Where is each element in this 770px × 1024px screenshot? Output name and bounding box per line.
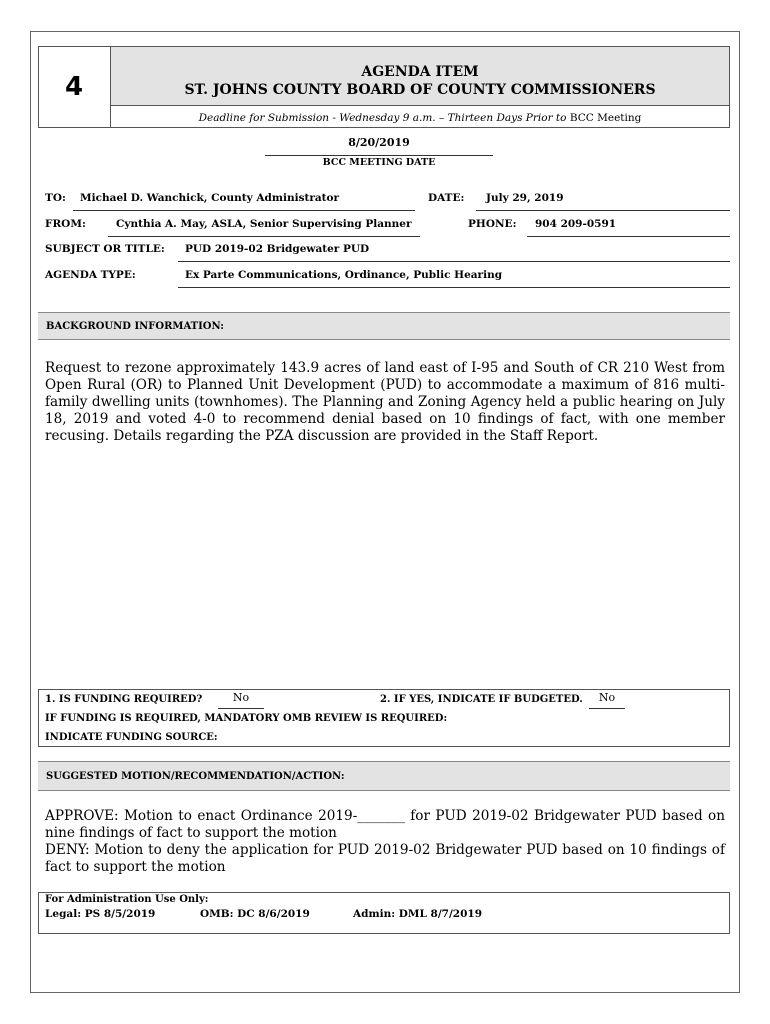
subject-value: PUD 2019-02 Bridgewater PUD [185,243,370,255]
to-value: Michael D. Wanchick, County Administrator [80,192,340,204]
date-underline [476,210,730,211]
from-label: FROM: [45,218,86,230]
title-line-1: AGENDA ITEM [361,64,479,80]
agenda-type-label: AGENDA TYPE: [45,269,136,281]
deadline-plain: BCC Meeting [569,112,642,124]
subject-underline [178,261,730,262]
bcc-meeting-date-value: 8/20/2019 [348,136,410,149]
funding-required-label: 1. IS FUNDING REQUIRED? [45,694,203,705]
deadline-note [111,106,729,128]
background-text: Request to rezone approximately 143.9 acres of land east of I-95 and South of CR 210 West from Open Rural (OR) to Planned Unit Development (PUD) to accommodate a maximum of 816 multi-family dwelling units (townhomes). The Planning and Zoning Agency held a public hearing on July 18, 2019 and voted 4-0 to recommend denial based on 10 findings of fact, with one member recusing. Details regarding the PZA discussion are provided in the Staff Report. [45,360,725,444]
to-underline [73,210,415,211]
legal-review: Legal: PS 8/5/2019 [45,908,156,920]
date-label: DATE: [428,192,465,204]
omb-review-note: IF FUNDING IS REQUIRED, MANDATORY OMB REVIEW IS REQUIRED: [45,713,448,724]
phone-underline [527,236,730,237]
from-value: Cynthia A. May, ASLA, Senior Supervising Planner [116,218,412,230]
date-value: July 29, 2019 [486,192,564,204]
to-label: TO: [45,192,66,204]
motion-heading: SUGGESTED MOTION/RECOMMENDATION/ACTION: [38,761,730,791]
agenda-type-underline [178,287,730,288]
admin-heading: For Administration Use Only: [45,894,209,905]
approve-motion: APPROVE: Motion to enact Ordinance 2019-_______ for PUD 2019-02 Bridgewater PUD based on nine findings of fact to support the motion [45,808,725,841]
from-underline [108,236,420,237]
phone-value: 904 209-0591 [535,218,617,230]
admin-review: Admin: DML 8/7/2019 [353,908,483,920]
budgeted-value: No [589,691,625,709]
meeting-date-underline [265,155,493,156]
agenda-item-number: 4 [38,46,111,128]
header-title [111,47,729,106]
background-heading: BACKGROUND INFORMATION: [38,312,730,340]
budgeted-label: 2. IF YES, INDICATE IF BUDGETED. [380,694,583,705]
deny-motion: DENY: Motion to deny the application for PUD 2019-02 Bridgewater PUD based on 10 findings of fact to support the motion [45,842,725,875]
funding-source-label: INDICATE FUNDING SOURCE: [45,732,218,743]
omb-review: OMB: DC 8/6/2019 [200,908,310,920]
motion-text [45,808,725,876]
deadline-italic: Deadline for Submission - Wednesday 9 a.m. – Thirteen Days Prior to [198,112,567,124]
bcc-meeting-date-label: BCC MEETING DATE [322,157,436,168]
title-line-2: ST. JOHNS COUNTY BOARD OF COUNTY COMMISSIONERS [184,82,656,98]
phone-label: PHONE: [468,218,517,230]
agenda-type-value: Ex Parte Communications, Ordinance, Public Hearing [185,269,503,281]
subject-label: SUBJECT OR TITLE: [45,243,165,255]
funding-required-value: No [218,691,264,709]
